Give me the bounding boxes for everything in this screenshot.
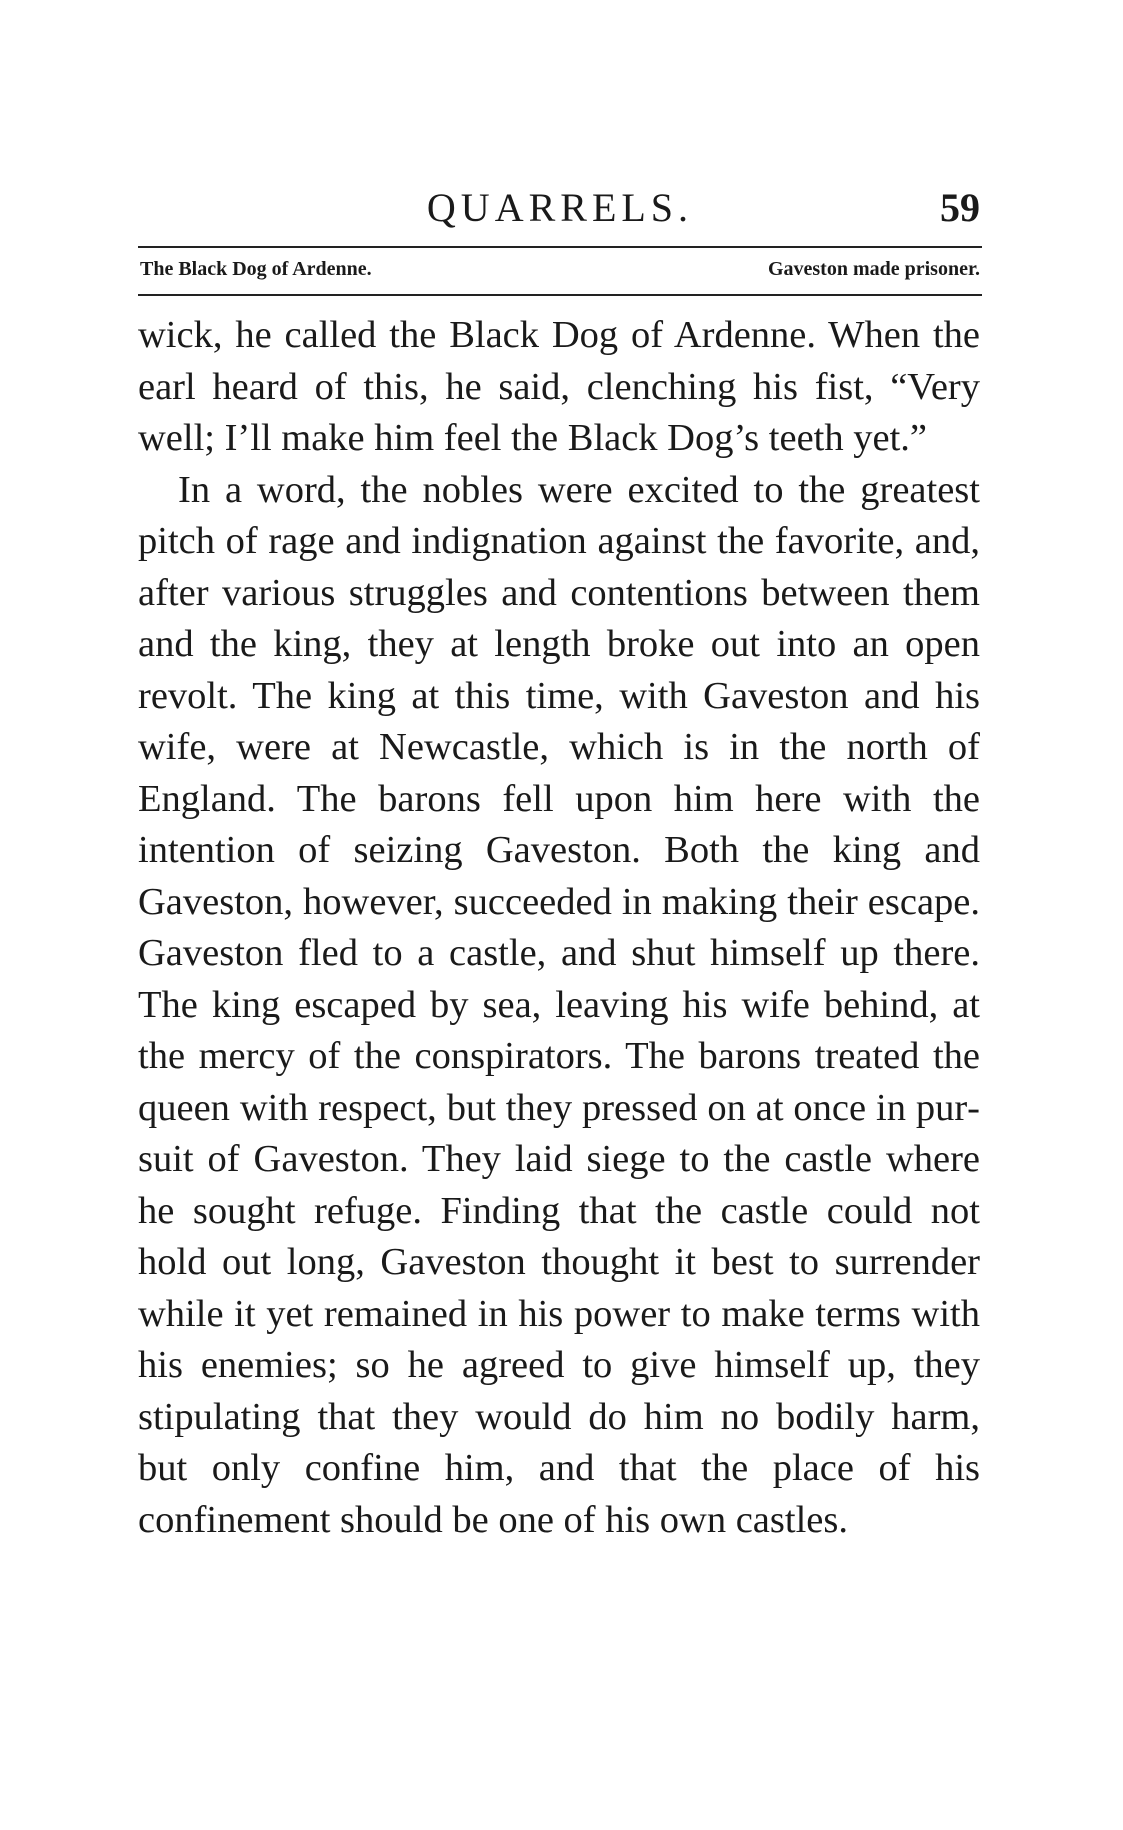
page-number: 59 xyxy=(940,185,980,230)
paragraph-2: In a word, the nobles were excited to the greatest pitch of rage and indignation against the favorite, and, after various struggles and contentions between them and the king, they at length broke out into an open revolt. The king at this time, with Gaveston and his wife, were at Newcastle, which is in the north of England. The barons fell upon him here with the intention of seizing Gaveston. Both the king and Gaveston, however, succeeded in making their escape. Gaveston fled to a castle, and shut himself up there. The king escaped by sea, leaving his wife behind, at the mercy of the conspirators. The barons treated the queen with respect, but they pressed on at once in pursuit of Gaveston. They laid siege to the castle where he sought refuge. Finding that the castle could not hold out long, Gaveston thought it best to surrender while it yet remained in his power to make terms with his enemies; so he agreed to give himself up, they stipulating that they would do him no bodily harm, but only confine him, and that the place of his confinement should be one of his own castles. xyxy=(138,468,980,1541)
running-head xyxy=(140,186,980,246)
paragraph-1: wick, he called the Black Dog of Ardenne. When the earl heard of this, he said, clenching his fist, “Very well; I’ll make him feel the Black Dog’s teeth yet.” xyxy=(138,314,980,459)
side-notes xyxy=(140,255,980,287)
side-note-left: The Black Dog of Ardenne. xyxy=(140,258,372,280)
body-text xyxy=(138,310,980,1546)
chapter-title: QUARRELS. xyxy=(426,185,694,230)
header-rule-top xyxy=(138,246,982,248)
side-note-right: Gaveston made prisoner. xyxy=(767,258,980,280)
header-rule-bottom xyxy=(138,294,982,296)
